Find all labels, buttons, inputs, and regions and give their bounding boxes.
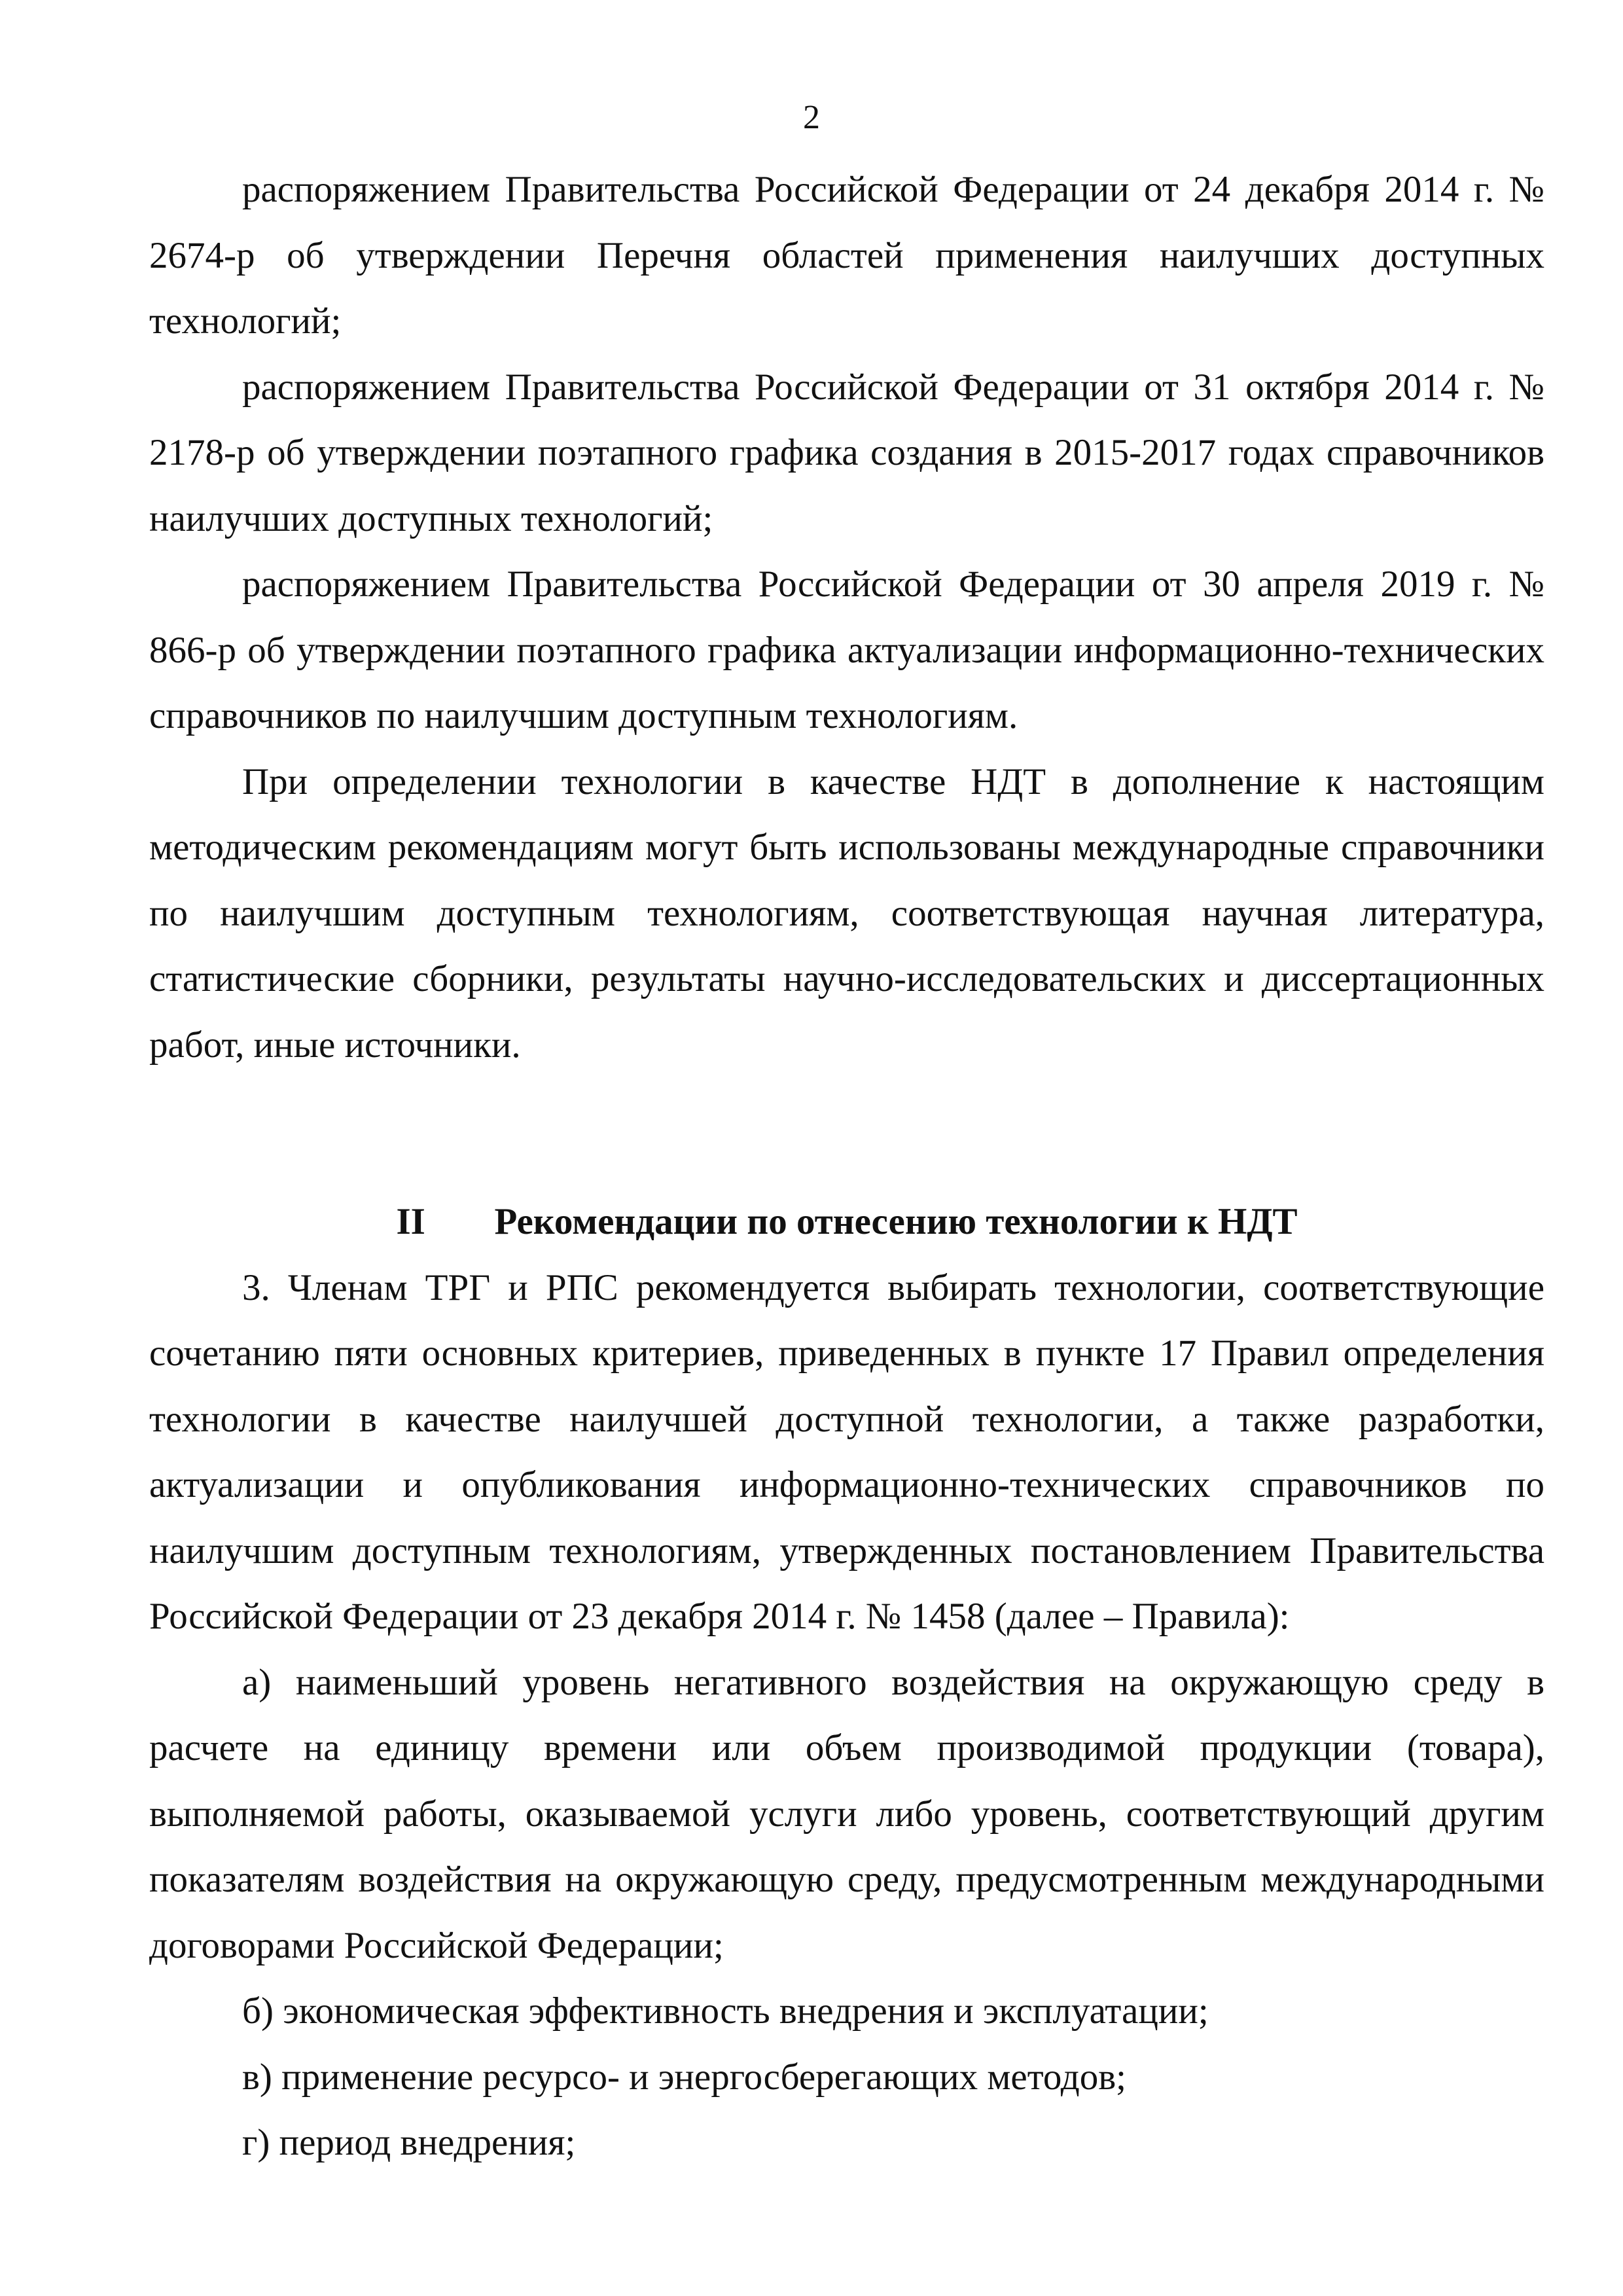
paragraph-criterion-v: в) применение ресурсо- и энергосберегающих методов;	[242, 2056, 1126, 2098]
paragraph-order-2178: распоряжением Правительства Российской Федерации от 31 октября 2014 г. № 2178-р об утверждении поэтапного графика создания в 2015-2017 годах справочников наилучших доступных технологий;	[149, 366, 1544, 539]
document-body	[149, 157, 1544, 2176]
paragraph-criterion-a: а) наименьший уровень негативного воздействия на окружающую среду в расчете на единицу времени или объем производимой продукции (товара), выполняемой работы, оказываемой услуги либо уровень, соответствующий другим показателям воздействия на окружающую среду, предусмотренным международными договорами Российской Федерации;	[149, 1661, 1544, 1966]
paragraph-criterion-b: б) экономическая эффективность внедрения и эксплуатации;	[242, 1990, 1209, 2032]
paragraph-criterion-g: г) период внедрения;	[242, 2122, 576, 2163]
paragraph-order-2674: распоряжением Правительства Российской Федерации от 24 декабря 2014 г. № 2674-р об утверждении Перечня областей применения наилучших доступных технологий;	[149, 169, 1544, 342]
paragraph-order-866: распоряжением Правительства Российской Федерации от 30 апреля 2019 г. № 866-р об утверждении поэтапного графика актуализации информационно-технических справочников по наилучшим доступным технологиям.	[149, 564, 1544, 736]
section-title: Рекомендации по отнесению технологии к НДТ	[494, 1201, 1298, 1242]
page-number: 2	[803, 99, 820, 136]
section-number: II	[396, 1201, 425, 1242]
paragraph-additional-sources: При определении технологии в качестве НДТ в дополнение к настоящим методическим рекомендациям могут быть использованы международные справочники по наилучшим доступным технологиям, соответствующая научная литература, статистические сборники, результаты научно-исследовательских и диссертационных работ, иные источники.	[149, 761, 1544, 1066]
paragraph-item-3: 3. Членам ТРГ и РПС рекомендуется выбирать технологии, соответствующие сочетанию пяти основных критериев, приведенных в пункте 17 Правил определения технологии в качестве наилучшей доступной технологии, а также разработки, актуализации и опубликования информационно-технических справочников по наилучшим доступным технологиям, утвержденных постановлением Правительства Российской Федерации от 23 декабря 2014 г. № 1458 (далее – Правила):	[149, 1266, 1544, 1637]
section-heading	[149, 1189, 1544, 1255]
